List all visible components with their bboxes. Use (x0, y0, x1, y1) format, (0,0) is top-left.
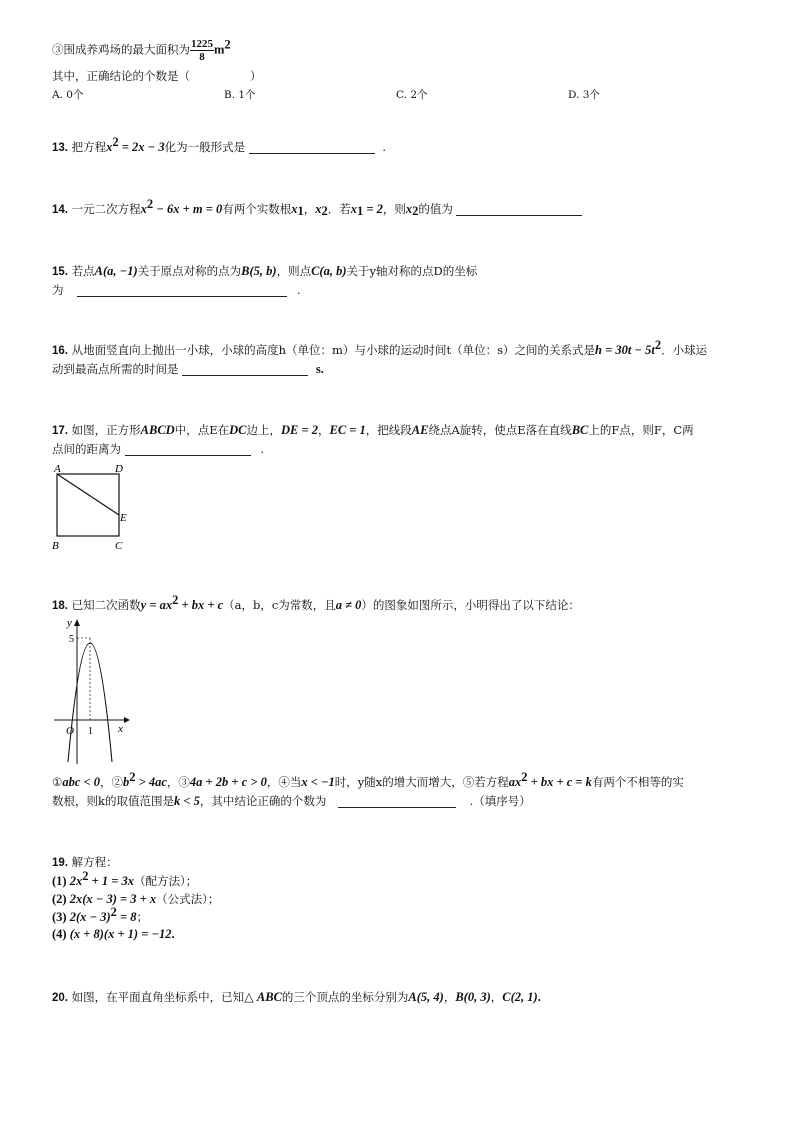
q17-square-figure (48, 460, 138, 555)
question-16 (52, 338, 708, 358)
q18-cond: a ≠ 0 (335, 598, 362, 612)
q18-c4-text: 时，y随x的增大而增大， (334, 775, 463, 789)
q13-eq-exp: 2 (112, 135, 119, 149)
question-13 (52, 135, 387, 155)
q18-c2: b (122, 775, 130, 789)
q15-text-a: 若点 (71, 264, 95, 278)
q13-eq: x (106, 140, 113, 154)
q16-number: 16. (52, 345, 68, 357)
q18-answer-blank[interactable] (338, 795, 456, 808)
q12-option-d[interactable]: D. 3个 (568, 89, 600, 101)
q13-eq-rest: = 2x − 3 (118, 140, 165, 154)
q18-c4: x < −1 (301, 775, 335, 789)
q19-item-1-rest: + 1 = 3x (88, 874, 134, 888)
q14-root2-sub: 2 (321, 204, 328, 218)
q15-point-a-coord: (a, −1) (103, 264, 138, 278)
q18-c2-rest: > 4ac (135, 775, 167, 789)
q12-fraction (190, 38, 214, 63)
q18-c1-mark: ① (52, 775, 63, 789)
q19-item-3-exp: 2 (110, 905, 117, 919)
q14-text-d: ，则 (382, 202, 406, 216)
q18-y-label: y (67, 617, 72, 629)
q19-number: 19. (52, 857, 68, 869)
question-19 (52, 854, 118, 870)
q17-de: DE = 2 (280, 423, 318, 437)
q18-eq-exp: 2 (172, 593, 179, 607)
question-15-line2 (52, 282, 300, 298)
question-18 (52, 593, 580, 613)
q18-line2-a: 数根，则k的取值范围是 (52, 794, 174, 808)
q14-text-a: 一元二次方程 (71, 202, 141, 216)
q12-stem-text: 其中，正确结论的个数是（ (52, 69, 190, 83)
q15-point-b-coord: (5, b) (249, 264, 277, 278)
q18-c5-text: 有两个不相等的实 (591, 775, 684, 789)
q20-triangle: △ ABC (244, 990, 282, 1004)
q18-c2-exp: 2 (129, 770, 136, 784)
q17-label-a: A (54, 463, 61, 475)
q19-item-1-eq: 2x (69, 874, 83, 888)
q14-root1: x (291, 202, 298, 216)
q18-tick-5: 5 (69, 634, 74, 645)
q20-text-a: 如图，在平面直角坐标系中，已知 (71, 990, 245, 1004)
q18-number: 18. (52, 600, 68, 612)
q14-eq: x (140, 202, 147, 216)
q18-line2-eq: k < 5 (173, 794, 200, 808)
q17-text-e: 绕点A旋转，使点E落在直线 (428, 423, 572, 437)
q14-sep: ， (303, 202, 316, 216)
q17-segment-ae (57, 474, 119, 515)
q18-c3-mark: ，③ (166, 775, 190, 789)
q18-c5-exp: 2 (521, 770, 528, 784)
q15-point-c: C (311, 264, 320, 278)
q12-item3-text: ③围成养鸡场的最大面积为 (52, 42, 190, 57)
q16-line2: 动到最高点所需的时间是 (52, 362, 179, 376)
q20-sep2: ， (490, 990, 503, 1004)
q12-unit-exp: 2 (224, 37, 231, 52)
q17-label-c: C (115, 540, 123, 552)
q16-eq-exp: 2 (654, 338, 662, 352)
q17-seg-ae: AE (411, 423, 429, 437)
q16-answer-blank[interactable] (182, 363, 308, 376)
q17-square: ABCD (140, 423, 175, 437)
q20-sep1: ， (443, 990, 456, 1004)
q20-end: . (537, 990, 541, 1004)
q17-sep: ， (317, 423, 330, 437)
q14-cond-rest: = 2 (363, 202, 383, 216)
q12-fraction-den: 8 (199, 51, 205, 63)
q16-unit: s. (315, 362, 324, 376)
q17-label-e: E (120, 512, 127, 524)
q15-text-c: ，则点 (276, 264, 312, 278)
q19-item-3-eq: 2(x − 3) (69, 910, 111, 924)
q19-item-3 (52, 905, 148, 925)
q15-answer-blank[interactable] (77, 284, 287, 297)
q18-x-axis-arrow (124, 717, 130, 723)
q19-item-2 (52, 891, 219, 907)
q17-answer-blank[interactable] (125, 443, 251, 456)
q18-origin-label: O (66, 725, 74, 737)
question-16-line2 (52, 361, 324, 377)
q12-stem-close: ） (250, 69, 262, 83)
q19-item-1-label: (1) (52, 874, 70, 888)
q13-text-b: 化为一般形式是 (164, 140, 246, 154)
q19-item-4 (52, 927, 175, 942)
q15-number: 15. (52, 266, 68, 278)
question-20 (52, 989, 541, 1005)
q14-text-e: 的值为 (418, 202, 453, 216)
q13-text-a: 把方程 (71, 140, 107, 154)
q19-item-4-label: (4) (52, 927, 70, 941)
q19-item-3-rest: = 8 (116, 910, 137, 924)
question-14 (52, 197, 582, 218)
q20-point-a: A(5, 4) (408, 990, 444, 1004)
q15-text-b: 关于原点对称的点为 (137, 264, 242, 278)
q14-eq-exp: 2 (146, 197, 154, 211)
q18-conclusions (52, 770, 684, 790)
q18-y-axis-arrow (74, 619, 80, 626)
q18-x-label: x (118, 723, 123, 735)
q17-text-a: 如图，正方形 (71, 423, 141, 437)
q17-text-b: 中，点E在 (174, 423, 230, 437)
q14-text-c: ．若 (327, 202, 351, 216)
q19-item-3-label: (3) (52, 910, 70, 924)
q12-option-b[interactable]: B. 1个 (224, 89, 256, 101)
q13-number: 13. (52, 142, 68, 154)
q18-c5: ax (508, 775, 522, 789)
q18-text-a: 已知二次函数 (71, 598, 141, 612)
q20-text-b: 的三个顶点的坐标分别为 (281, 990, 409, 1004)
q20-number: 20. (52, 992, 68, 1004)
q18-c2-mark: ，② (99, 775, 123, 789)
q18-c1: abc < 0 (62, 775, 100, 789)
q12-fraction-num: 1225 (191, 38, 213, 50)
q18-c5-rest: + bx + c = k (527, 775, 592, 789)
q19-item-1-exp: 2 (82, 869, 89, 883)
q16-text-a: 从地面竖直向上抛出一小球，小球的高度h（单位：m）与小球的运动时间t（单位：s）之间的关系式是 (71, 343, 595, 357)
q15-text-d: 关于y轴对称的点D的坐标 (346, 264, 478, 278)
q15-line2: 为 (52, 283, 64, 297)
q14-root2: x (315, 202, 322, 216)
q17-label-d: D (115, 463, 123, 475)
q17-text-c: 边上， (246, 423, 281, 437)
q12-option-a[interactable]: A. 0个 (52, 89, 84, 101)
q16-eq: h = 30t − 5t (595, 343, 655, 357)
q17-seg-bc: BC (571, 423, 589, 437)
q14-eq-rest: − 6x + m = 0 (153, 202, 223, 216)
q18-tick-1: 1 (88, 726, 93, 737)
question-17-line2 (52, 441, 264, 457)
q15-point-c-coord: (a, b) (319, 264, 347, 278)
q15-point-b: B (241, 264, 250, 278)
q14-text-b: 有两个实数根 (222, 202, 292, 216)
question-17 (52, 422, 694, 438)
question-15 (52, 263, 477, 279)
q19-item-1 (52, 869, 198, 889)
q17-seg-dc: DC (229, 423, 247, 437)
q18-text-b: （a，b，c为常数，且 (223, 598, 336, 612)
q20-point-c: C(2, 1) (502, 990, 538, 1004)
q17-line2: 点间的距离为 (52, 442, 121, 456)
q18-line2-b: ，其中结论正确的个数为 (199, 794, 327, 808)
q18-line2-end: .（填序号） (469, 794, 531, 808)
q20-point-b: B(0, 3) (455, 990, 491, 1004)
q17-label-b: B (52, 540, 59, 552)
q14-cond: x (350, 202, 357, 216)
q14-ask-sub: 2 (412, 204, 419, 218)
q19-item-2-label: (2) (52, 892, 70, 906)
q18-parabola-graph (52, 614, 142, 764)
q18-c4-mark: ，④当 (266, 775, 302, 789)
q15-point-a: A (94, 264, 103, 278)
q18-text-c: ）的图象如图所示，小明得出了以下结论： (361, 598, 580, 612)
q17-text-d: ，把线段 (365, 423, 412, 437)
q18-conclusions-line2 (52, 793, 531, 809)
q17-ec: EC = 1 (329, 423, 366, 437)
q14-number: 14. (52, 204, 68, 216)
q17-text-f: 上的F点，则F，C两 (588, 423, 694, 437)
q19-item-4-eq: (x + 8)(x + 1) = −12 (69, 927, 172, 941)
q12-item3 (52, 38, 231, 63)
q12-stem (52, 68, 262, 84)
q16-text-b: ．小球运 (661, 343, 708, 357)
q18-c3: 4a + 2b + c > 0 (189, 775, 267, 789)
q14-ask: x (405, 202, 413, 216)
q12-unit: m (214, 42, 225, 57)
q17-number: 17. (52, 425, 68, 437)
q19-item-1-note: （配方法）； (133, 874, 198, 888)
q17-end: . (260, 442, 264, 456)
q15-end: . (296, 283, 301, 297)
q18-eq-rest: + bx + c (178, 598, 224, 612)
q19-title: 解方程： (71, 855, 118, 869)
q19-item-2-note: （公式法）； (156, 892, 220, 906)
q18-c5-mark: ⑤若方程 (462, 775, 509, 789)
q19-item-4-note: . (171, 927, 175, 941)
q13-end: . (382, 140, 387, 154)
q14-answer-blank[interactable] (456, 203, 582, 216)
q14-cond-sub: 1 (356, 204, 364, 218)
q19-item-2-eq: 2x(x − 3) = 3 + x (69, 892, 157, 906)
q17-square-outline (57, 474, 119, 536)
q13-answer-blank[interactable] (249, 141, 375, 154)
q14-root1-sub: 1 (297, 204, 304, 218)
q19-item-3-note: ； (136, 910, 148, 924)
q12-option-c[interactable]: C. 2个 (396, 89, 428, 101)
q18-eq: y = ax (140, 598, 173, 612)
